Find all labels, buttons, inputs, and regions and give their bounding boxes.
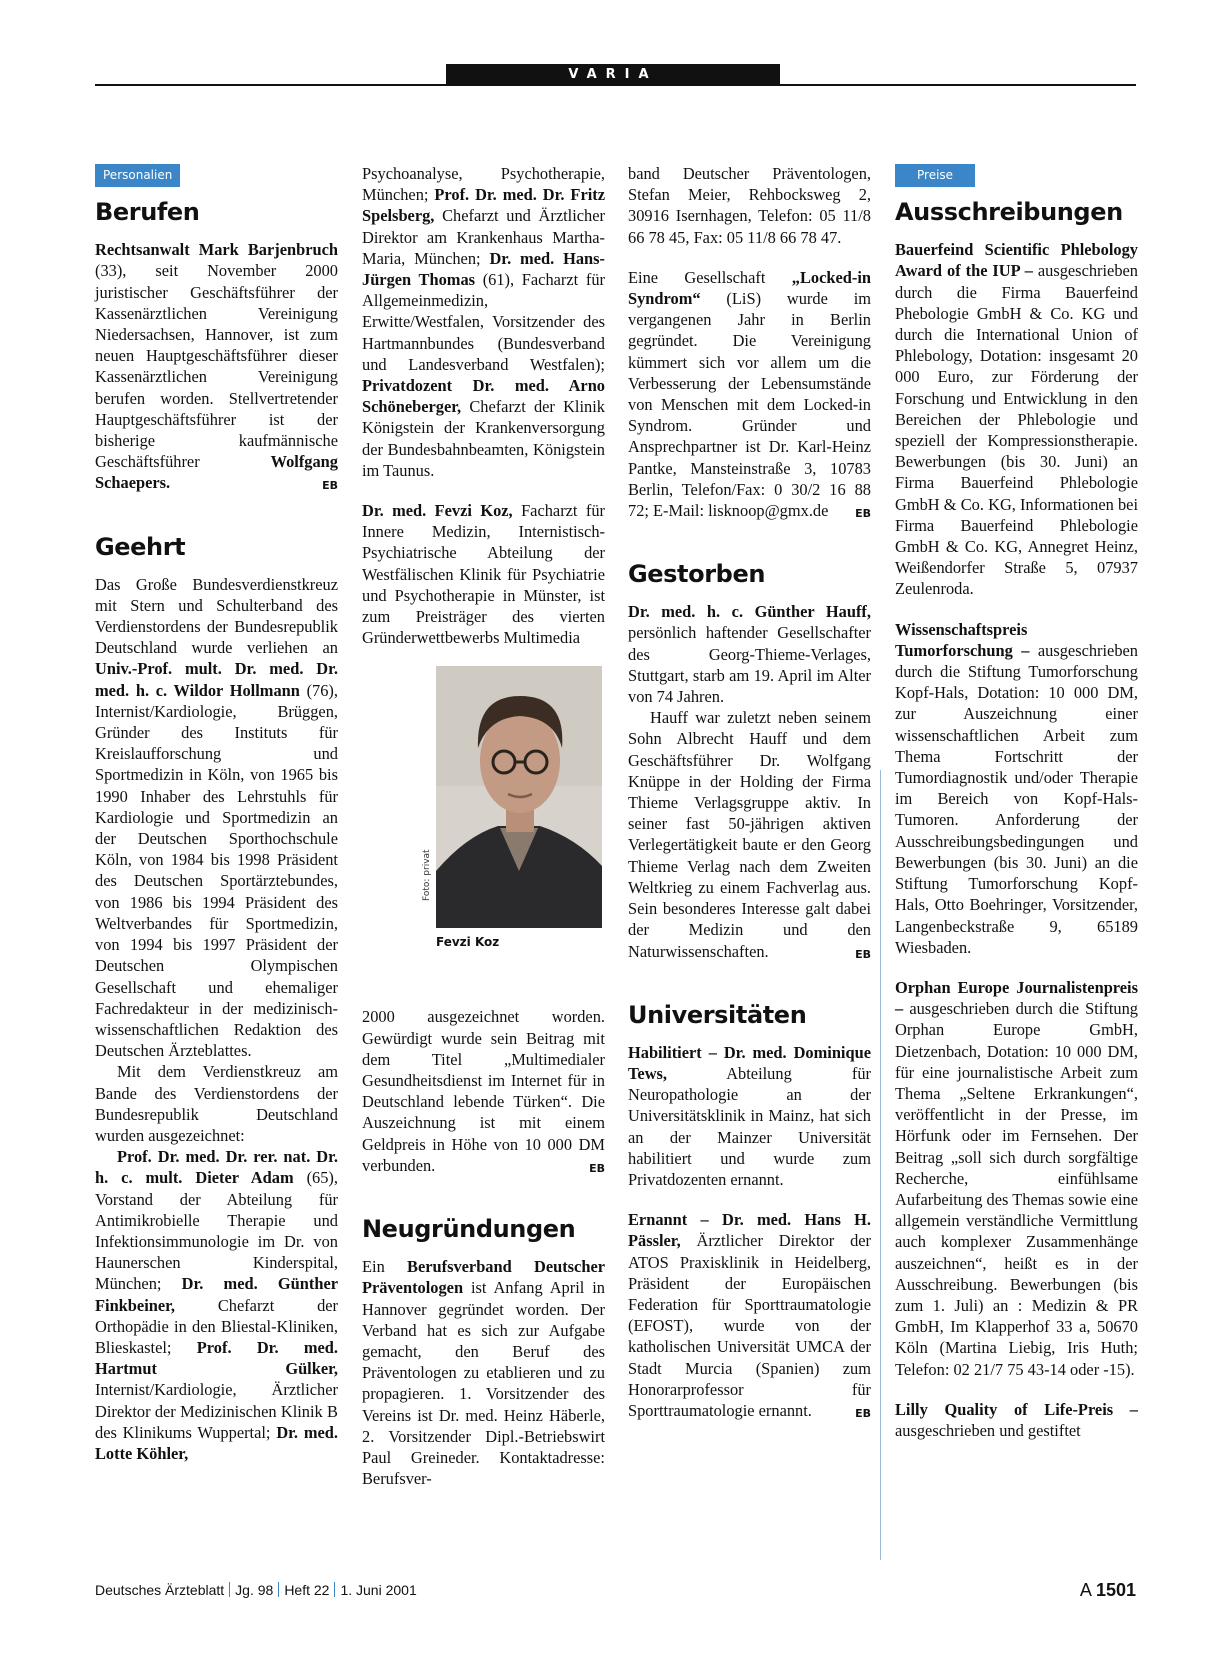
- photo-credit: Foto: privat: [422, 849, 432, 902]
- heading-berufen: Berufen: [95, 198, 200, 227]
- author-signature: EB: [855, 947, 871, 961]
- column-4: [895, 163, 1138, 1441]
- name-schaepers: Wolfgang Schaepers.: [95, 452, 338, 493]
- author-signature: EB: [322, 479, 338, 493]
- footer-divider: [229, 1582, 230, 1597]
- paragraph-tumorforschung: Wissenschaftspreis Tumorforschung – ausgeschrieben durch die Stiftung Tumorforschung Kopf-Hals, Dotation: 10 000 DM, zur Auszeichnung einer wissenschaftlichen Arbeit zum Thema Fortschritt der Tumordiagnostik und/oder Therapie im Bereich von Kopf-Hals-Tumoren. Anforderung der Ausschreibungsbedingungen und Bewerbungen (bis 30. Juni) an die Stiftung Tumorforschung Kopf-Hals, Otto Boehringer, Vorsitzender, Langenbeckstraße 9, 65189 Wiesbaden.: [895, 619, 1138, 957]
- award-orphan: Orphan Europe Journalistenpreis –: [895, 977, 1138, 1019]
- name-paessler: Ernannt – Dr. med. Hans H. Pässler,: [628, 1210, 871, 1251]
- name-guelker: Prof. Dr. med. Hartmut Gülker,: [95, 1337, 338, 1379]
- paragraph-lilly: Lilly Quality of Life-Preis – ausgeschrieben und gestiftet: [895, 1399, 1138, 1440]
- page-number: [1080, 1580, 1136, 1601]
- kicker-preise: Preise: [895, 164, 975, 187]
- footer-date: 1. Juni 2001: [340, 1582, 417, 1598]
- heading-universitaeten: Universitäten: [628, 1000, 807, 1029]
- name-spelsberg: Prof. Dr. med. Dr. Fritz Spelsberg,: [362, 185, 605, 226]
- org-locked-in: „Locked-in Syndrom“: [628, 267, 871, 309]
- heading-geehrt: Geehrt: [95, 532, 186, 561]
- author-signature: EB: [855, 1406, 871, 1420]
- org-berufsverband: Berufsverband Deutscher Präventologen: [362, 1257, 605, 1298]
- award-lilly: Lilly Quality of Life-Preis –: [895, 1399, 1138, 1419]
- award-bauerfeind: Bauerfeind Scientific Phlebology Award of the IUP –: [895, 240, 1138, 281]
- page-number-value: 1501: [1095, 1580, 1136, 1600]
- name-koehler: Dr. med. Lotte Köhler,: [95, 1422, 338, 1463]
- name-thomas: Dr. med. Hans-Jürgen Thomas: [362, 248, 605, 290]
- page-prefix: A: [1079, 1580, 1091, 1600]
- portrait-illustration: [436, 666, 602, 928]
- kicker-personalien: Personalien: [95, 164, 180, 187]
- author-signature: EB: [589, 1161, 605, 1175]
- header-rule: [95, 84, 1136, 86]
- author-signature: EB: [855, 507, 871, 521]
- section-banner: VARIA: [446, 64, 780, 85]
- portrait-photo: [436, 666, 602, 928]
- paragraph-koz: Dr. med. Fevzi Koz, Facharzt für Innere Medizin, Internistisch-Psychiatrische Abteilung der Westfälischen Klinik für Psychiatrie und Psychotherapie in Münster, ist zum Preisträger des vierten Gründerwettbewerbs Multimedia: [362, 501, 605, 648]
- paragraph-paessler: Ernannt – Dr. med. Hans H. Pässler, Ärztlicher Direktor der ATOS Praxisklinik in Heidelberg, Präsident der Europäischen Federation für Sporttraumatologie (EFOST), wurde von der katholischen Universität UMCA der Stadt Murcia (Spanien) zum Honorarprofessor für Sporttraumatologie ernannt. EB: [628, 1209, 871, 1421]
- paragraph-neugruendungen: Ein Berufsverband Deutscher Präventologen ist Anfang April in Hannover gegründet worden. Der Verband hat es sich zur Aufgabe gemacht, den Beruf des Präventologen zu etablieren und zu propagieren. 1. Vorsitzender des Vereins ist Dr. med. Heinz Häberle, 2. Vorsitzender Dipl.-Betriebswirt Paul Greineder. Kontaktadresse: Berufsver-: [362, 1257, 605, 1489]
- paragraph-koz-continued: 2000 ausgezeichnet worden. Gewürdigt wurde sein Beitrag mit dem Titel „Multimedialer Gesundheitsdienst im Internet für in Deutschland lebende Türken“. Die Auszeichnung ist mit einem Geldpreis in Höhe von 10 000 DM verbunden. EB: [362, 1006, 605, 1176]
- name-hauff: Dr. med. h. c. Günther Hauff,: [628, 602, 871, 622]
- footer-divider: [334, 1582, 335, 1597]
- column-rule: [880, 770, 881, 1560]
- column-2: [362, 163, 605, 1489]
- footer-issue: Heft 22: [284, 1582, 330, 1598]
- paragraph-tews: Habilitiert – Dr. med. Dominique Tews, Abteilung für Neuropathologie an der Universitätsklinik in Mainz, hat sich an der Mainzer Universität habilitiert und wurde zum Privatdozenten ernannt.: [628, 1042, 871, 1189]
- name-barjenbruch: Rechtsanwalt Mark Barjenbruch: [95, 240, 338, 260]
- name-koz: Dr. med. Fevzi Koz,: [362, 501, 513, 521]
- paragraph-hauff-1: Dr. med. h. c. Günther Hauff, persönlich haftender Gesellschafter des Georg-Thieme-Verlages, Stuttgart, starb am 19. April im Alter von 74 Jahren.: [628, 602, 871, 707]
- name-tews: Habilitiert – Dr. med. Dominique Tews,: [628, 1042, 871, 1083]
- name-finkbeiner: Dr. med. Günther Finkbeiner,: [95, 1274, 338, 1315]
- name-adam: Prof. Dr. med. Dr. rer. nat. Dr. h. c. mult. Dieter Adam: [95, 1147, 338, 1188]
- footer-volume: Jg. 98: [235, 1582, 274, 1598]
- heading-gestorben: Gestorben: [628, 560, 766, 589]
- paragraph-geehrt-2: Mit dem Verdienstkreuz am Bande des Verdienstordens der Bundesrepublik Deutschland wurden ausgezeichnet:: [95, 1062, 338, 1145]
- paragraph-geehrt-1: Das Große Bundesverdienstkreuz mit Stern und Schulterband des Verdienstordens der Bundesrepublik Deutschland wurde verliehen an Univ.-Prof. mult. Dr. med. Dr. med. h. c. Wildor Hollmann (76), Internist/Kardiologie, Brüggen, Gründer des Instituts für Kreislaufforschung und Sportmedizin in Köln, von 1965 bis 1990 Inhaber des Lehrstuhls für Kardiologie und Sportmedizin an der Deutschen Sporthochschule Köln, von 1984 bis 1998 Präsident des Deutschen Sportärztebundes, von 1986 bis 1994 Präsident des Weltverbandes für Sportmedizin, von 1994 bis 1997 Präsident der Deutschen Olympischen Gesellschaft und ehemaliger Fachredakteur in der medizinisch-wissenschaftlichen Redaktion des Deutschen Ärzteblattes.: [95, 574, 338, 1061]
- name-schoeneberger: Privatdozent Dr. med. Arno Schöneberger,: [362, 376, 605, 417]
- paragraph-berufen: Rechtsanwalt Mark Barjenbruch (33), seit November 2000 juristischer Geschäftsführer der Kassenärztlichen Vereinigung Niedersachsen, Hannover, ist zum neuen Hauptgeschäftsführer dieser Kassenärztlichen Vereinigung berufen worden. Stellvertretender Hauptgeschäftsführer ist der bisherige kaufmännische Geschäftsführer Wolfgang Schaepers. EB: [95, 239, 338, 493]
- paragraph-lis: Eine Gesellschaft „Locked-in Syndrom“ (LiS) wurde im vergangenen Jahr in Berlin gegründet. Die Vereinigung kümmert sich vor allem um die Verbesserung der Lebensumstände von Menschen mit dem Locked-in Syndrom. Gründer und Ansprechpartner ist Dr. Karl-Heinz Pantke, Mansteinstraße 3, 10783 Berlin, Telefon/Fax: 0 30/2 16 88 72; E-Mail: lisknoop@gmx.de EB: [628, 267, 871, 521]
- footer-journal: Deutsches Ärzteblatt: [95, 1582, 225, 1598]
- name-hollmann: Univ.-Prof. mult. Dr. med. Dr. med. h. c. Wildor Hollmann: [95, 659, 338, 700]
- footer-citation: [95, 1582, 417, 1598]
- photo-block: [362, 666, 605, 992]
- paragraph-bauerfeind: Bauerfeind Scientific Phlebology Award of the IUP – ausgeschrieben durch die Firma Bauerfeind Phebologie GmbH & Co. KG und durch die International Union of Phlebology, Dotation: insgesamt 20 000 Euro, zur Förderung der Forschung und Entwicklung in den Bereichen der Phlebologie und speziell der Kompressionstherapie. Bewerbungen (bis 30. Juni) an Firma Bauerfeind Phlebologie GmbH & Co. KG, Informationen bei Firma Bauerfeind Phlebologie GmbH & Co. KG, Annegret Heinz, Weißendorfer Straße 5, 07937 Zeulenroda.: [895, 240, 1138, 599]
- paragraph-hauff-2: Hauff war zuletzt neben seinem Sohn Albrecht Hauff und dem Geschäftsführer Dr. Wolfgang Knüppe in der Holding der Firma Thieme Verlagsgruppe aktiv. In seiner fast 50-jährigen aktiven Verlegertätigkeit baute er den Georg Thieme Verlag nach dem Zweiten Weltkrieg zu einem Fachverlag aus. Sein besonderes Interesse galt dabei der Medizin und den Naturwissenschaften. EB: [628, 707, 871, 961]
- paragraph-orphan: Orphan Europe Journalistenpreis – ausgeschrieben durch die Stiftung Orphan Europe GmbH, Dietzenbach, Dotation: 10 000 DM, für eine journalistische Arbeit zum Thema „Seltene Erkrankungen“, veröffentlicht in der Presse, im Hörfunk oder im Fernsehen. Der Beitrag „soll sich durch sorgfältige Recherche, einfühlsame Aufarbeitung des Themas sowie eine allgemein verständliche Vermittlung auch komplexer Zusammenhänge auszeichnen“, heißt es in der Ausschreibung. Bewerbungen (bis zum 1. Juli) an : Medizin & PR GmbH, Im Klapperhof 33 a, 50670 Köln (Martina Liebig, Iris Huth; Telefon: 02 21/7 75 43-14 oder -15).: [895, 977, 1138, 1379]
- column-3: [628, 163, 871, 1424]
- photo-caption: Fevzi Koz: [436, 935, 500, 950]
- column-1: [95, 163, 338, 1464]
- paragraph-geehrt-continued: Psychoanalyse, Psychotherapie, München; Prof. Dr. med. Dr. Fritz Spelsberg, Chefarzt und Ärztlicher Direktor am Krankenhaus Martha-Maria, München; Dr. med. Hans-Jürgen Thomas (61), Facharzt für Allgemeinmedizin, Erwitte/Westfalen, Vorsitzender des Hartmannbundes (Bundesverband und Landesverband Westfalen); Privatdozent Dr. med. Arno Schöneberger, Chefarzt der Klinik Königstein der Krankenversorgung der Bundesbahnbeamten, Königstein im Taunus.: [362, 164, 605, 480]
- page-footer: [95, 1580, 1136, 1604]
- award-tumorforschung: Wissenschaftspreis Tumorforschung –: [895, 619, 1030, 660]
- paragraph-neugruendungen-continued: band Deutscher Präventologen, Stefan Meier, Rehbocksweg 2, 30916 Isernhagen, Telefon: 05 11/8 66 78 45, Fax: 05 11/8 66 78 47.: [628, 164, 871, 247]
- footer-divider: [278, 1582, 279, 1597]
- heading-ausschreibungen: Ausschreibungen: [895, 198, 1123, 227]
- paragraph-geehrt-3: Prof. Dr. med. Dr. rer. nat. Dr. h. c. mult. Dieter Adam (65), Vorstand der Abteilung für Antimikrobielle Therapie und Infektionsimmunologie im Dr. von Haunerschen Kinderspital, München; Dr. med. Günther Finkbeiner, Chefarzt der Orthopädie in den Bliestal-Kliniken, Blieskastel; Prof. Dr. med. Hartmut Gülker, Internist/Kardiologie, Ärztlicher Direktor der Medizinischen Klinik B des Klinikums Wuppertal; Dr. med. Lotte Köhler,: [95, 1147, 338, 1463]
- heading-neugruendungen: Neugründungen: [362, 1215, 576, 1244]
